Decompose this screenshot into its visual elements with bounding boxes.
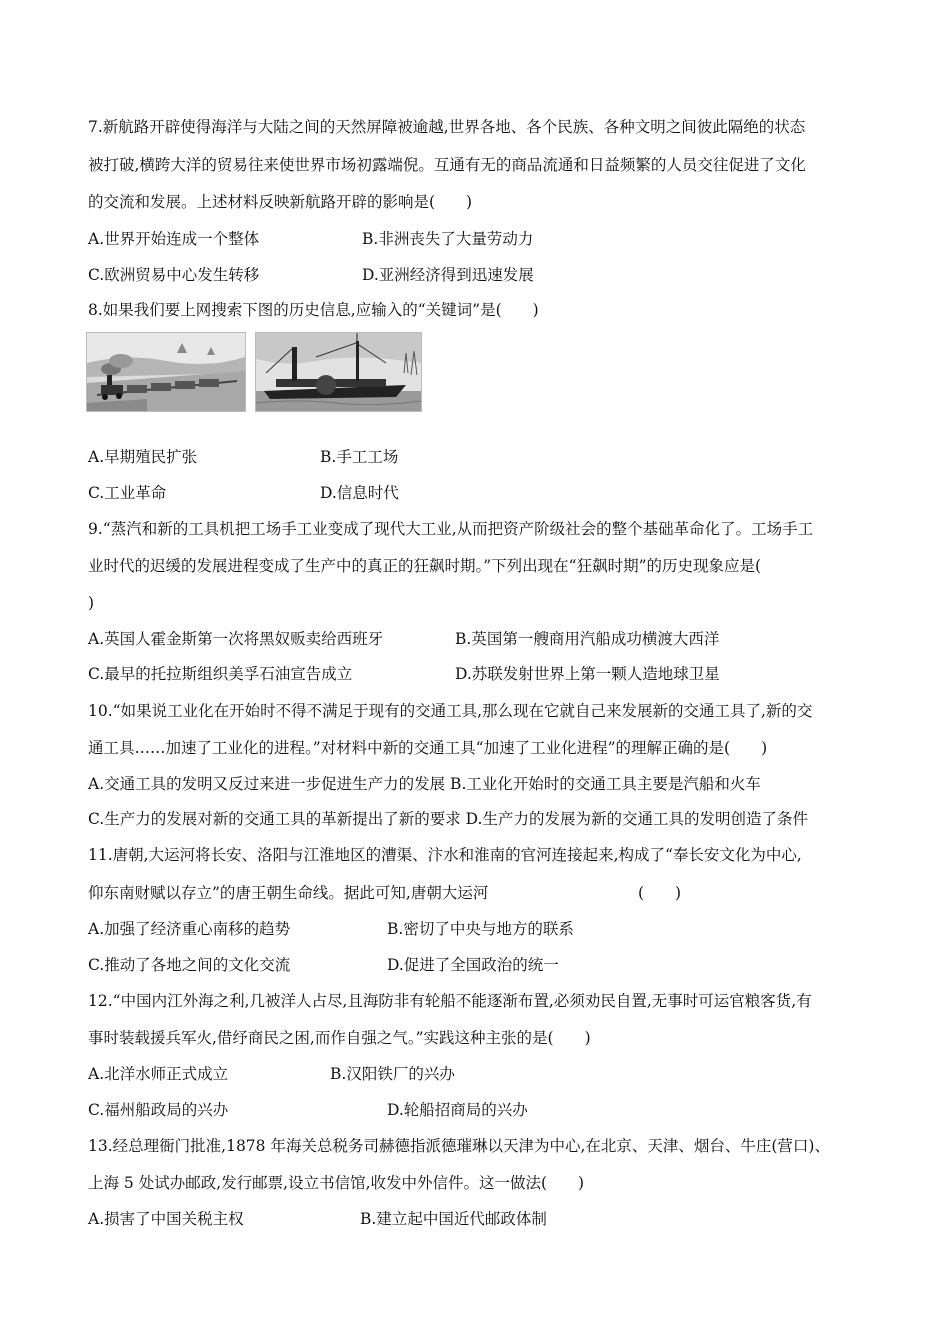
q12-stem-line1: 12.“中国内江外海之利,几被洋人占尽,且海防非有轮船不能逐渐布置,必须劝民自置,无事时可运官粮客货,有	[88, 992, 812, 1010]
q10-options-cd: C.生产力的发展对新的交通工具的革新提出了新的要求 D.生产力的发展为新的交通工具的发明创造了条件	[88, 810, 808, 828]
q12-stem-line2: 事时装载援兵军火,借纾商民之困,而作自强之气。”实践这种主张的是( )	[88, 1029, 591, 1047]
q7-option-b: B.非洲丧失了大量劳动力	[362, 230, 534, 248]
q8-option-d: D.信息时代	[320, 484, 399, 502]
q9-option-a: A.英国人霍金斯第一次将黑奴贩卖给西班牙	[88, 630, 384, 648]
q7-stem-line3: 的交流和发展。上述材料反映新航路开辟的影响是( )	[88, 193, 473, 211]
q10-options-ab: A.交通工具的发明又反过来进一步促进生产力的发展 B.工业化开始时的交通工具主要是汽船和火车	[88, 775, 761, 793]
q13-option-a: A.损害了中国关税主权	[88, 1210, 244, 1228]
q8-option-c: C.工业革命	[88, 484, 167, 502]
steamship-image	[255, 332, 422, 412]
q10-stem-line2: 通工具……加速了工业化的进程。”对材料中新的交通工具“加速了工业化进程”的理解正确的是( )	[88, 739, 768, 757]
q11-option-d: D.促进了全国政治的统一	[387, 956, 559, 974]
q10-stem-line1: 10.“如果说工业化在开始时不得不满足于现有的交通工具,那么现在它就自己来发展新的交通工具了,新的交	[88, 702, 813, 720]
q7-option-c: C.欧洲贸易中心发生转移	[88, 266, 260, 284]
q11-answer-paren: ( )	[638, 884, 682, 902]
q12-option-c: C.福州船政局的兴办	[88, 1101, 229, 1119]
q13-option-b: B.建立起中国近代邮政体制	[360, 1210, 547, 1228]
q7-option-d: D.亚洲经济得到迅速发展	[362, 266, 534, 284]
q11-stem-line2: 仰东南财赋以存立”的唐王朝生命线。据此可知,唐朝大运河	[88, 884, 489, 902]
steam-train-image	[86, 332, 246, 412]
q12-option-a: A.北洋水师正式成立	[88, 1065, 229, 1083]
q13-stem-line2: 上海 5 处试办邮政,发行邮票,设立书信馆,收发中外信件。这一做法( )	[88, 1174, 585, 1192]
q9-option-d: D.苏联发射世界上第一颗人造地球卫星	[455, 665, 720, 683]
q8-stem-line1: 8.如果我们要上网搜索下图的历史信息,应输入的“关键词”是( )	[88, 301, 539, 319]
q7-stem-line1: 7.新航路开辟使得海洋与大陆之间的天然屏障被逾越,世界各地、各个民族、各种文明之间彼此隔绝的状态	[88, 118, 806, 136]
q8-option-a: A.早期殖民扩张	[88, 448, 198, 466]
q8-option-b: B.手工工场	[320, 448, 399, 466]
q11-option-c: C.推动了各地之间的文化交流	[88, 956, 291, 974]
q11-option-a: A.加强了经济重心南移的趋势	[88, 920, 291, 938]
q9-stem-line3: )	[88, 594, 95, 612]
q9-stem-line1: 9.“蒸汽和新的工具机把工场手工业变成了现代大工业,从而把资产阶级社会的整个基础革命化了。工场手工	[88, 520, 814, 538]
q13-stem-line1: 13.经总理衙门批准,1878 年海关总税务司赫德指派德璀琳以天津为中心,在北京、天津、烟台、牛庄(营口)、	[88, 1137, 830, 1155]
q11-stem-line1: 11.唐朝,大运河将长安、洛阳与江淮地区的漕渠、汴水和淮南的官河连接起来,构成了“奉长安文化为中心,	[88, 846, 802, 864]
q7-stem-line2: 被打破,横跨大洋的贸易往来使世界市场初露端倪。互通有无的商品流通和日益频繁的人员交往促进了文化	[88, 156, 806, 174]
q12-option-d: D.轮船招商局的兴办	[387, 1101, 528, 1119]
q9-option-b: B.英国第一艘商用汽船成功横渡大西洋	[455, 630, 720, 648]
q9-stem-line2: 业时代的迟缓的发展进程变成了生产中的真正的狂飙时期。”下列出现在“狂飙时期”的历史现象应是(	[88, 557, 762, 575]
q9-option-c: C.最早的托拉斯组织美孚石油宣告成立	[88, 665, 353, 683]
q12-option-b: B.汉阳铁厂的兴办	[330, 1065, 455, 1083]
q11-option-b: B.密切了中央与地方的联系	[387, 920, 574, 938]
q7-option-a: A.世界开始连成一个整体	[88, 230, 260, 248]
